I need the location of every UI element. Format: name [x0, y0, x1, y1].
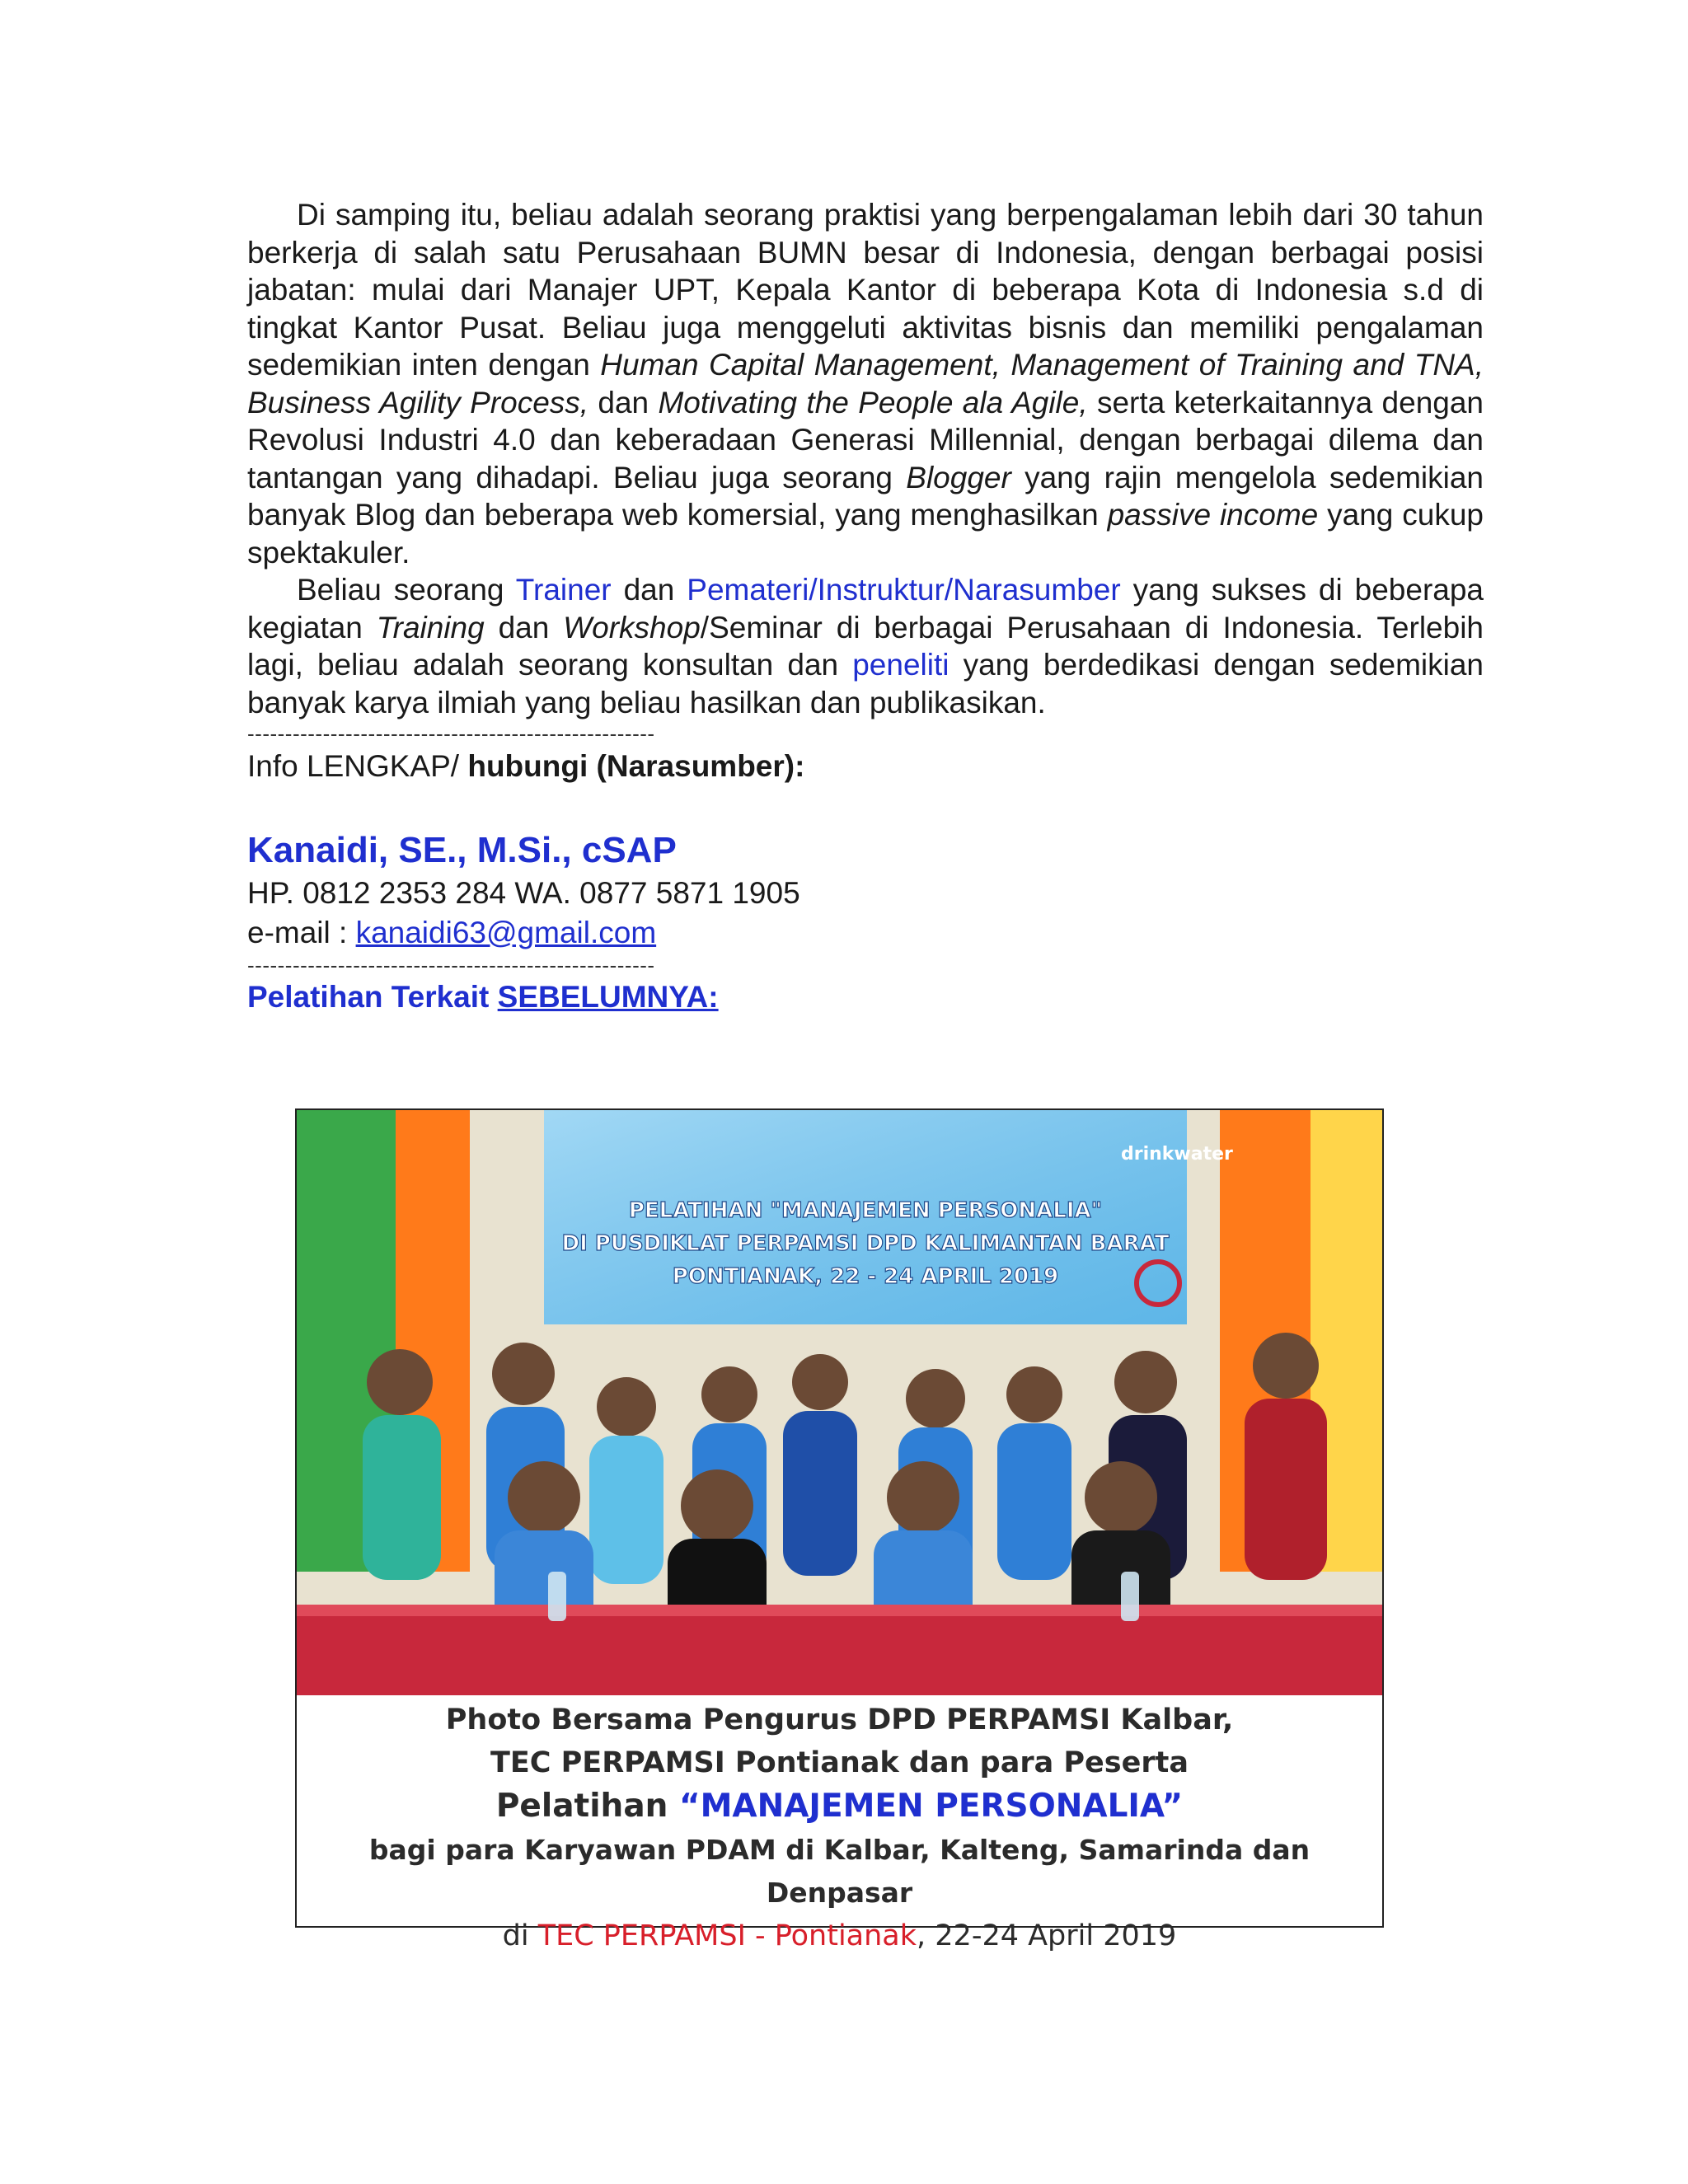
banner-line-3: PONTIANAK, 22 - 24 APRIL 2019	[672, 1264, 1059, 1289]
caption-line-4: bagi para Karyawan PDAM di Kalbar, Kalteng, Samarinda dan Denpasar	[368, 1834, 1311, 1909]
contact-phone: HP. 0812 2353 284 WA. 0877 5871 1905	[247, 876, 800, 910]
pemateri-link[interactable]: Pemateri/Instruktur/Narasumber	[687, 573, 1121, 607]
caption-highlight: “MANAJEMEN PERSONALIA”	[678, 1788, 1184, 1825]
text-span: /Seminar di berbagai Perusahaan di Indonesia. Terlebih lagi, beliau adalah seorang konsultan dan	[247, 610, 1484, 682]
caption-line-3	[297, 1784, 1382, 1829]
text-span: yang berdedikasi dengan sedemikian banyak karya ilmiah yang beliau hasilkan dan publikasikan.	[247, 648, 1484, 719]
related-training-heading	[247, 977, 1484, 1017]
group-photo-illustration	[297, 1110, 1382, 1695]
caption-line-5	[297, 1915, 1382, 1957]
italic-span: Motivating the People ala Agile,	[658, 385, 1088, 419]
caption-prefix: Pelatihan	[495, 1788, 679, 1825]
caption-prefix: di	[502, 1919, 538, 1952]
caption-date: , 22-24 April 2019	[917, 1919, 1177, 1952]
text-span: serta keterkaitannya dengan Revolusi Industri 4.0 dan keberadaan Generasi Millennial, dengan berbagai dilema dan tantangan yang dihadapi. Beliau juga seorang	[247, 385, 1484, 494]
caption-line-2: TEC PERPAMSI Pontianak dan para Peserta	[490, 1746, 1189, 1779]
email-link[interactable]: kanaidi63@gmail.com	[355, 916, 657, 949]
training-photo	[295, 1108, 1384, 1952]
italic-span: Workshop	[563, 610, 701, 644]
contact-email-line	[247, 913, 1484, 953]
text-span: dan	[484, 610, 564, 644]
text-span: dan	[588, 385, 659, 419]
divider-line: ------------------------------------------------------	[247, 721, 655, 746]
info-bold: hubungi (Narasumber):	[467, 749, 805, 783]
contact-name: Kanaidi, SE., M.Si., cSAP	[247, 830, 677, 870]
document-body	[247, 196, 1484, 1017]
related-prefix: Pelatihan Terkait	[247, 980, 498, 1014]
caption-venue: TEC PERPAMSI - Pontianak	[537, 1919, 917, 1952]
paragraph-experience	[247, 196, 1484, 571]
email-label: e-mail :	[247, 916, 356, 949]
paragraph-trainer	[247, 571, 1484, 721]
italic-span: Training	[376, 610, 485, 644]
text-span: dan	[611, 573, 687, 607]
sebelumnya-link[interactable]: SEBELUMNYA:	[497, 980, 719, 1014]
text-span: yang rajin mengelola sedemikian banyak Blog dan beberapa web komersial, yang menghasilkan	[247, 460, 1484, 532]
peneliti-link[interactable]: peneliti	[852, 648, 950, 682]
caption-line-1: Photo Bersama Pengurus DPD PERPAMSI Kalbar,	[445, 1704, 1234, 1736]
banner-line-1: PELATIHAN "MANAJEMEN PERSONALIA"	[628, 1198, 1103, 1223]
info-heading	[247, 748, 1484, 785]
italic-span: Human Capital Management, Management of Training and TNA, Business Agility Process,	[247, 348, 1484, 419]
banner-line-2: DI PUSDIKLAT PERPAMSI DPD KALIMANTAN BARAT	[561, 1231, 1170, 1256]
text-span: Di samping itu, beliau adalah seorang praktisi yang berpengalaman lebih dari 30 tahun berkerja di salah satu Perusahaan BUMN besar di Indonesia, dengan berbagai posisi jabatan: mulai dari Manajer UPT, Kepala Kantor di beberapa Kota di Indonesia s.d di tingkat Kantor Pusat. Beliau juga menggeluti aktivitas bisnis dan memiliki pengalaman sedemikian inten dengan	[247, 198, 1484, 382]
trainer-link[interactable]: Trainer	[515, 573, 612, 607]
text-span: yang cukup spektakuler.	[247, 498, 1484, 569]
text-span: Beliau seorang	[297, 573, 516, 607]
info-prefix: Info LENGKAP/	[247, 749, 468, 783]
divider-line: ------------------------------------------------------	[247, 953, 655, 977]
italic-span: passive income	[1107, 498, 1319, 532]
text-span: yang sukses di beberapa kegiatan	[247, 573, 1484, 644]
photo-caption	[297, 1699, 1382, 1952]
banner-brand: drinkwater	[1121, 1144, 1233, 1165]
italic-span: Blogger	[906, 460, 1011, 494]
